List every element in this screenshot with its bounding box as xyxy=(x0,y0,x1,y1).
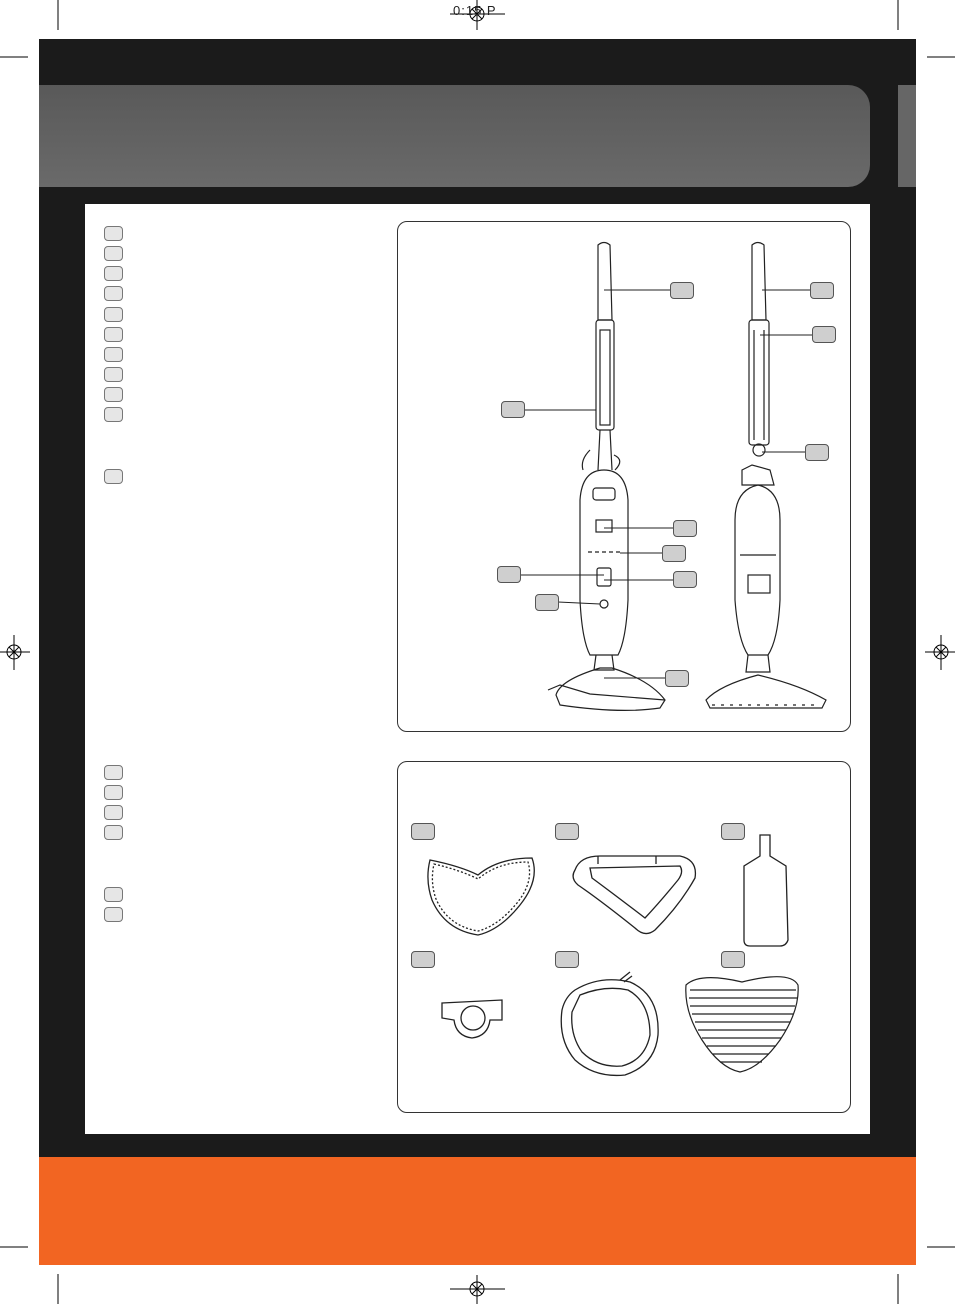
laundry-bag-icon xyxy=(561,972,658,1075)
callout-marker xyxy=(721,951,745,968)
microfibre-pad-icon xyxy=(686,977,798,1072)
water-bottle-icon xyxy=(744,835,788,946)
callout-marker xyxy=(555,823,579,840)
callout-marker xyxy=(411,823,435,840)
page-code: 0:15 P xyxy=(453,3,497,18)
callout-marker xyxy=(411,951,435,968)
carpet-glider-icon xyxy=(573,856,695,934)
filter-icon xyxy=(442,1000,502,1038)
callout-marker xyxy=(721,823,745,840)
callout-marker xyxy=(555,951,579,968)
cleaning-pad-icon xyxy=(428,858,534,935)
